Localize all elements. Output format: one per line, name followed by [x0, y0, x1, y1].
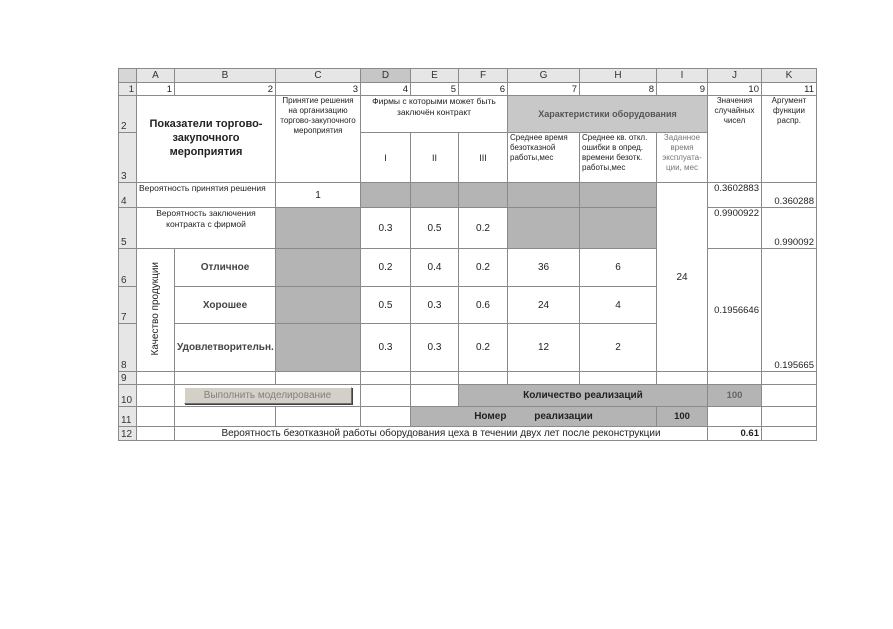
column-header-row [119, 69, 817, 83]
given-time-header[interactable]: Заданное время эксплуата-ции, мес [657, 133, 708, 183]
row-header-2[interactable]: 2 [119, 96, 137, 133]
colnum-9[interactable]: 9 [657, 83, 708, 96]
arg-row5[interactable]: 0.990092 [762, 208, 817, 249]
cell-j11[interactable] [708, 407, 762, 427]
run-button-cell [175, 385, 361, 407]
column-header-e[interactable]: E [411, 69, 459, 83]
q1-std[interactable]: 6 [580, 249, 657, 287]
cell-e9[interactable] [411, 372, 459, 385]
q3-firm-3[interactable]: 0.2 [459, 324, 508, 372]
decision-prob-value[interactable]: 1 [276, 183, 361, 208]
cell-a10[interactable] [137, 385, 175, 407]
firm-2-header[interactable]: II [411, 133, 459, 183]
cell-c5[interactable] [276, 208, 361, 249]
mean-time-header[interactable]: Среднее время безотказной работы,мес [508, 133, 580, 183]
spreadsheet [118, 68, 814, 445]
colnum-6[interactable]: 6 [459, 83, 508, 96]
decision-header[interactable]: Принятие решения на организацию торгово-закупочного мероприятия [276, 96, 361, 183]
colnum-7[interactable]: 7 [508, 83, 580, 96]
row-2 [119, 96, 817, 133]
q2-firm-2[interactable]: 0.3 [411, 287, 459, 324]
column-header-d[interactable]: D [361, 69, 411, 83]
quality-excellent[interactable]: Отличное [175, 249, 276, 287]
cell-j9[interactable] [708, 372, 762, 385]
column-header-k[interactable]: K [762, 69, 817, 83]
q3-firm-1[interactable]: 0.3 [361, 324, 411, 372]
colnum-10[interactable]: 10 [708, 83, 762, 96]
column-header-b[interactable]: B [175, 69, 276, 83]
select-all-corner[interactable] [119, 69, 137, 83]
row-header-9[interactable]: 9 [119, 372, 137, 385]
cell-c9[interactable] [276, 372, 361, 385]
row-header-7[interactable]: 7 [119, 287, 137, 324]
contract-prob-firm-1[interactable]: 0.3 [361, 208, 411, 249]
spreadsheet-grid [118, 68, 817, 441]
row-header-10[interactable]: 10 [119, 385, 137, 407]
decision-prob-label[interactable]: Вероятность принятия решения [137, 183, 276, 208]
cell-e4[interactable] [411, 183, 459, 208]
random-row5[interactable]: 0.9900922 [708, 208, 762, 249]
cell-e10[interactable] [411, 385, 459, 407]
cell-j12[interactable] [762, 427, 817, 441]
cell-c11[interactable] [276, 407, 361, 427]
cell-b9[interactable] [175, 372, 276, 385]
realization-number-value[interactable]: 100 [657, 407, 708, 427]
q2-firm-3[interactable]: 0.6 [459, 287, 508, 324]
q1-mean[interactable]: 36 [508, 249, 580, 287]
reliability-label[interactable]: Вероятность безотказной работы оборудования цеха в течении двух лет после реконструкции [175, 427, 708, 441]
row-header-8[interactable]: 8 [119, 324, 137, 372]
row-6 [119, 249, 817, 287]
quality-label-cell[interactable] [137, 249, 175, 372]
quality-satisfactory[interactable]: Удовлетворительн. [175, 324, 276, 372]
indicators-title[interactable]: Показатели торгово-закупочного мероприятия [137, 96, 276, 183]
realizations-count-value[interactable]: 100 [708, 385, 762, 407]
colnum-5[interactable]: 5 [411, 83, 459, 96]
random-values-header[interactable]: Значения случайных чисел [708, 96, 762, 183]
q2-std[interactable]: 4 [580, 287, 657, 324]
row-header-11[interactable]: 11 [119, 407, 137, 427]
quality-label: Качество продукции [150, 262, 161, 356]
q3-std[interactable]: 2 [580, 324, 657, 372]
q3-mean[interactable]: 12 [508, 324, 580, 372]
q1-firm-2[interactable]: 0.4 [411, 249, 459, 287]
random-quality[interactable]: 0.1956646 [708, 249, 762, 372]
row-1 [119, 83, 817, 96]
random-row4[interactable]: 0.3602883 [708, 183, 762, 208]
colnum-8[interactable]: 8 [580, 83, 657, 96]
quality-good[interactable]: Хорошее [175, 287, 276, 324]
column-header-g[interactable]: G [508, 69, 580, 83]
cell-g4[interactable] [508, 183, 580, 208]
firms-header[interactable]: Фирмы с которыми может быть заключён контракт [361, 96, 508, 133]
q1-firm-3[interactable]: 0.2 [459, 249, 508, 287]
realization-number-label[interactable]: Номер реализации [411, 407, 657, 427]
contract-prob-firm-3[interactable]: 0.2 [459, 208, 508, 249]
colnum-3[interactable]: 3 [276, 83, 361, 96]
cell-d9[interactable] [361, 372, 411, 385]
firm-1-header[interactable]: I [361, 133, 411, 183]
cell-a12[interactable] [137, 427, 175, 441]
cell-h5[interactable] [580, 208, 657, 249]
realizations-count-label[interactable]: Количество реализаций [459, 385, 708, 407]
arg-row4[interactable]: 0.360288 [762, 183, 817, 208]
row-10 [119, 385, 817, 407]
cell-i9[interactable] [657, 372, 708, 385]
cell-k9[interactable] [762, 372, 817, 385]
given-time-value[interactable]: 24 [657, 183, 708, 372]
cell-h9[interactable] [580, 372, 657, 385]
arg-quality[interactable]: 0.195665 [762, 249, 817, 372]
std-dev-header[interactable]: Среднее кв. откл. ошибки в опред. времени безотк. работы,мес [580, 133, 657, 183]
equipment-header[interactable]: Характеристики оборудования [508, 96, 708, 133]
cell-c6[interactable] [276, 249, 361, 287]
row-header-5[interactable]: 5 [119, 208, 137, 249]
cell-c8[interactable] [276, 324, 361, 372]
cell-d10[interactable] [361, 385, 411, 407]
cell-h4[interactable] [580, 183, 657, 208]
colnum-1[interactable]: 1 [137, 83, 175, 96]
row-header-12[interactable]: 12 [119, 427, 137, 441]
row-header-1[interactable]: 1 [119, 83, 137, 96]
column-header-h[interactable]: H [580, 69, 657, 83]
row-5 [119, 208, 817, 249]
reliability-value[interactable]: 0.61 [708, 427, 762, 441]
q2-firm-1[interactable]: 0.5 [361, 287, 411, 324]
q2-mean[interactable]: 24 [508, 287, 580, 324]
colnum-11[interactable]: 11 [762, 83, 817, 96]
row-11 [119, 407, 817, 427]
column-header-a[interactable]: A [137, 69, 175, 83]
row-12 [119, 427, 817, 441]
row-header-6[interactable]: 6 [119, 249, 137, 287]
contract-prob-firm-2[interactable]: 0.5 [411, 208, 459, 249]
cell-a11[interactable] [137, 407, 175, 427]
cell-f9[interactable] [459, 372, 508, 385]
cell-c7[interactable] [276, 287, 361, 324]
q3-firm-2[interactable]: 0.3 [411, 324, 459, 372]
colnum-4[interactable]: 4 [361, 83, 411, 96]
cell-a9[interactable] [137, 372, 175, 385]
row-4 [119, 183, 817, 208]
cell-g5[interactable] [508, 208, 580, 249]
column-header-f[interactable]: F [459, 69, 508, 83]
colnum-2[interactable]: 2 [175, 83, 276, 96]
q1-firm-1[interactable]: 0.2 [361, 249, 411, 287]
cell-j10[interactable] [762, 385, 817, 407]
run-simulation-button[interactable]: Выполнить моделирование [184, 387, 352, 404]
cell-d4[interactable] [361, 183, 411, 208]
func-arg-header[interactable]: Аргумент функции распр. [762, 96, 817, 183]
column-header-j[interactable]: J [708, 69, 762, 83]
cell-g9[interactable] [508, 372, 580, 385]
row-header-3[interactable]: 3 [119, 133, 137, 183]
cell-f4[interactable] [459, 183, 508, 208]
contract-prob-label[interactable]: Вероятность заключения контракта с фирмой [137, 208, 276, 249]
cell-k11[interactable] [762, 407, 817, 427]
row-header-4[interactable]: 4 [119, 183, 137, 208]
column-header-c[interactable]: C [276, 69, 361, 83]
row-9 [119, 372, 817, 385]
firm-3-header[interactable]: III [459, 133, 508, 183]
cell-b11[interactable] [175, 407, 276, 427]
cell-d11[interactable] [361, 407, 411, 427]
column-header-i[interactable]: I [657, 69, 708, 83]
